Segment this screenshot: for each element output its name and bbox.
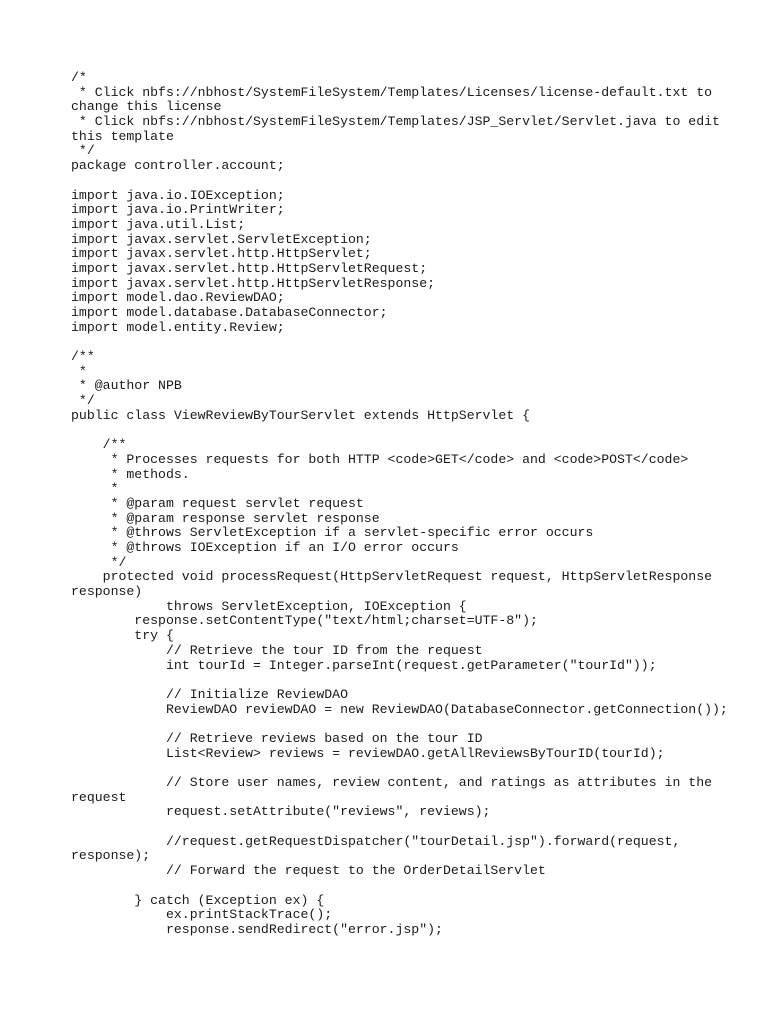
blank-line bbox=[71, 717, 751, 732]
code-line: import model.dao.ReviewDAO; bbox=[71, 290, 285, 306]
blank-line bbox=[71, 424, 751, 439]
code-line: request.setAttribute("reviews", reviews); bbox=[71, 804, 491, 820]
code-line: try { bbox=[71, 628, 174, 644]
code-line: public class ViewReviewByTourServlet extends HttpServlet { bbox=[71, 407, 530, 423]
code-line: List<Review> reviews = reviewDAO.getAllReviewsByTourID(tourId); bbox=[71, 745, 665, 761]
code-line: this template bbox=[71, 128, 174, 144]
code-line: import java.util.List; bbox=[71, 216, 246, 232]
code-line: // Forward the request to the OrderDetailServlet bbox=[71, 863, 546, 879]
code-listing bbox=[71, 71, 751, 938]
code-line: /* bbox=[71, 70, 87, 85]
code-line: */ bbox=[71, 393, 95, 409]
code-line: //request.getRequestDispatcher("tourDetail.jsp").forward(request, bbox=[71, 833, 681, 849]
blank-line bbox=[71, 335, 751, 350]
code-line: // Retrieve reviews based on the tour ID bbox=[71, 730, 483, 746]
blank-line bbox=[71, 820, 751, 835]
code-line: import javax.servlet.http.HttpServlet; bbox=[71, 246, 372, 262]
code-line: // Retrieve the tour ID from the request bbox=[71, 642, 483, 658]
code-line: import javax.servlet.http.HttpServletRequest; bbox=[71, 260, 428, 276]
blank-line bbox=[71, 761, 751, 776]
code-line: * @author NPB bbox=[71, 378, 182, 394]
code-line: } catch (Exception ex) { bbox=[71, 892, 325, 908]
code-line: ReviewDAO reviewDAO = new ReviewDAO(DatabaseConnector.getConnection()); bbox=[71, 701, 728, 717]
code-line: import javax.servlet.http.HttpServletResponse; bbox=[71, 275, 436, 291]
code-line: // Initialize ReviewDAO bbox=[71, 686, 348, 702]
code-line: * bbox=[71, 363, 87, 379]
code-line: response.sendRedirect("error.jsp"); bbox=[71, 921, 443, 937]
code-line: * @param response servlet response bbox=[71, 510, 380, 526]
code-line: import java.io.PrintWriter; bbox=[71, 202, 285, 218]
code-line: package controller.account; bbox=[71, 158, 285, 174]
code-line: * @throws IOException if an I/O error occurs bbox=[71, 540, 459, 555]
code-line: import javax.servlet.ServletException; bbox=[71, 231, 372, 247]
blank-line bbox=[71, 673, 751, 688]
code-line: * Processes requests for both HTTP <code>GET</code> and <code>POST</code> bbox=[71, 451, 689, 467]
code-line: response) bbox=[71, 584, 143, 600]
code-line: request bbox=[71, 789, 127, 805]
blank-line bbox=[71, 879, 751, 894]
code-line: int tourId = Integer.parseInt(request.getParameter("tourId")); bbox=[71, 657, 657, 673]
code-line: response.setContentType("text/html;charset=UTF-8"); bbox=[71, 613, 538, 629]
code-line: ex.printStackTrace(); bbox=[71, 907, 333, 923]
code-line: * @throws ServletException if a servlet-specific error occurs bbox=[71, 525, 594, 541]
code-line: /** bbox=[71, 437, 127, 453]
code-line: * bbox=[71, 481, 119, 497]
code-line: */ bbox=[71, 554, 127, 570]
code-line: import model.database.DatabaseConnector; bbox=[71, 305, 388, 320]
blank-line bbox=[71, 174, 751, 189]
code-line: * Click nbfs://nbhost/SystemFileSystem/Templates/Licenses/license-default.txt to bbox=[71, 84, 713, 100]
code-line: /** bbox=[71, 349, 95, 365]
code-line: import java.io.IOException; bbox=[71, 187, 285, 203]
code-line: import model.entity.Review; bbox=[71, 319, 285, 335]
code-line: * Click nbfs://nbhost/SystemFileSystem/Templates/JSP_Servlet/Servlet.java to edit bbox=[71, 114, 720, 130]
code-line: change this license bbox=[71, 99, 222, 115]
code-line: protected void processRequest(HttpServletRequest request, HttpServletResponse bbox=[71, 569, 713, 585]
code-line: */ bbox=[71, 143, 95, 159]
code-line: throws ServletException, IOException { bbox=[71, 598, 467, 614]
code-line: * @param request servlet request bbox=[71, 495, 364, 511]
code-line: response); bbox=[71, 848, 151, 864]
code-line: // Store user names, review content, and ratings as attributes in the bbox=[71, 775, 713, 790]
code-line: * methods. bbox=[71, 466, 190, 482]
